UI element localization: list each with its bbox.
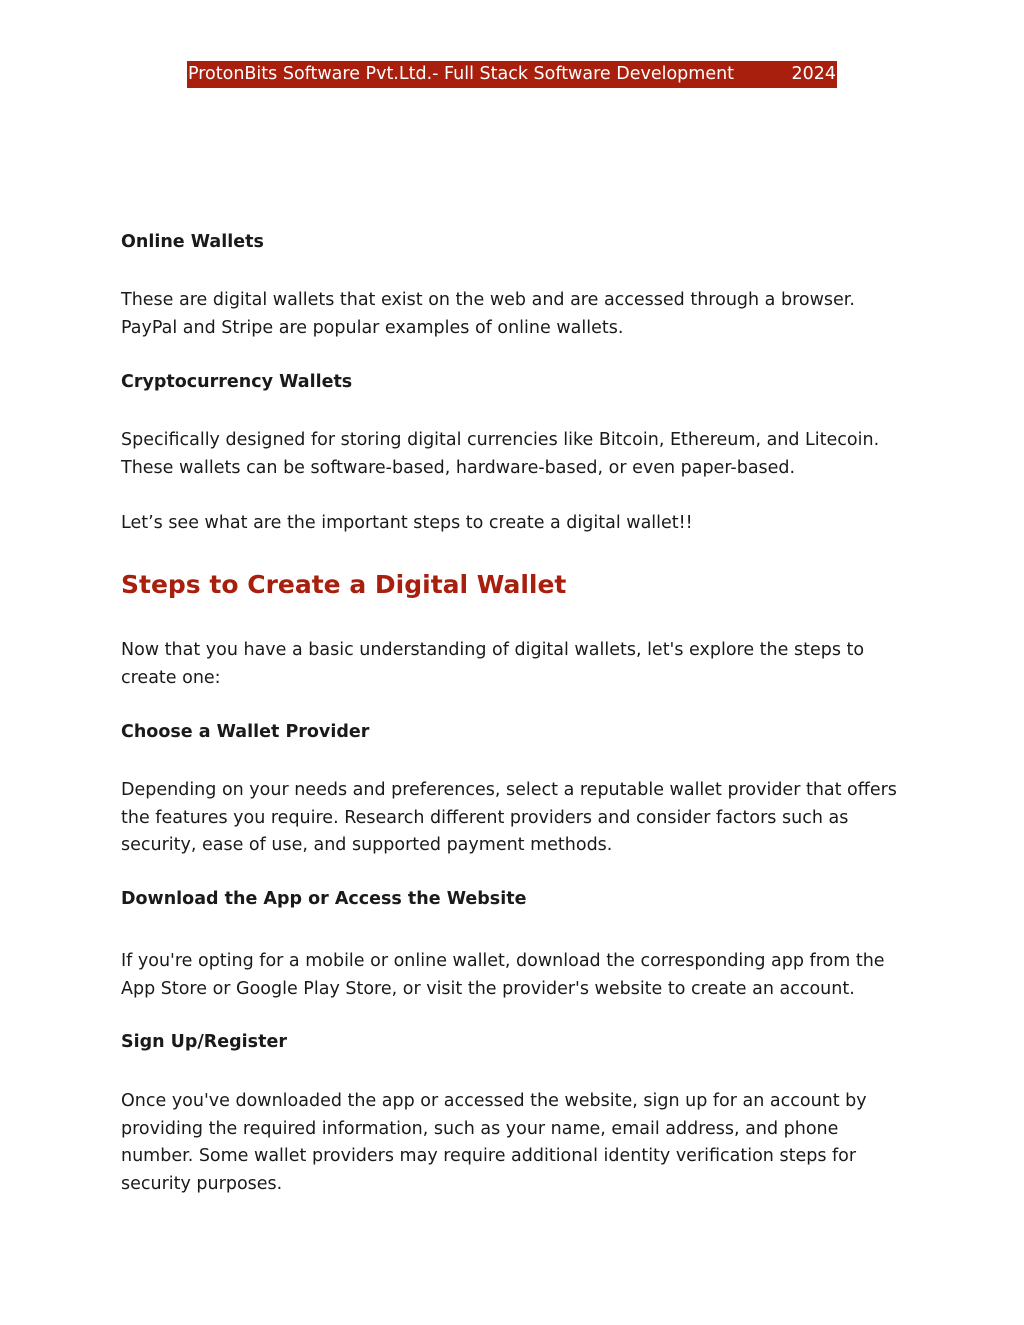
sign-up-paragraph: Once you've downloaded the app or accessed the website, sign up for an account by providing the required information, such as your name, email address, and phone number. Some wallet providers may require additional identity verification steps for security purposes. [121,1091,867,1194]
online-wallets-paragraph: These are digital wallets that exist on the web and are accessed through a browser. PayPal and Stripe are popular examples of online wallets. [121,290,855,338]
choose-provider-heading: Choose a Wallet Provider [121,722,370,742]
transition-paragraph: Let’s see what are the important steps to create a digital wallet!! [121,513,693,533]
steps-intro-paragraph: Now that you have a basic understanding of digital wallets, let's explore the steps to create one: [121,640,865,688]
download-app-heading: Download the App or Access the Website [121,889,527,909]
header-company-name: ProtonBits Software Pvt.Ltd.- Full Stack Software Development [188,64,735,84]
choose-provider-paragraph: Depending on your needs and preferences, select a reputable wallet provider that offers the features you require. Research different providers and consider factors such as security, ease of use, and supported payment methods. [121,780,897,855]
steps-section-title: Steps to Create a Digital Wallet [121,570,567,599]
download-app-paragraph: If you're opting for a mobile or online wallet, download the corresponding app from the App Store or Google Play Store, or visit the provider's website to create an account. [121,951,885,999]
sign-up-heading: Sign Up/Register [121,1032,287,1052]
crypto-wallets-heading: Cryptocurrency Wallets [121,372,353,392]
online-wallets-heading: Online Wallets [121,232,264,252]
crypto-wallets-paragraph: Specifically designed for storing digital currencies like Bitcoin, Ethereum, and Litecoin. These wallets can be software-based, hardware-based, or even paper-based. [121,430,880,478]
page-header-bar [187,61,837,88]
header-year: 2024 [791,64,836,84]
